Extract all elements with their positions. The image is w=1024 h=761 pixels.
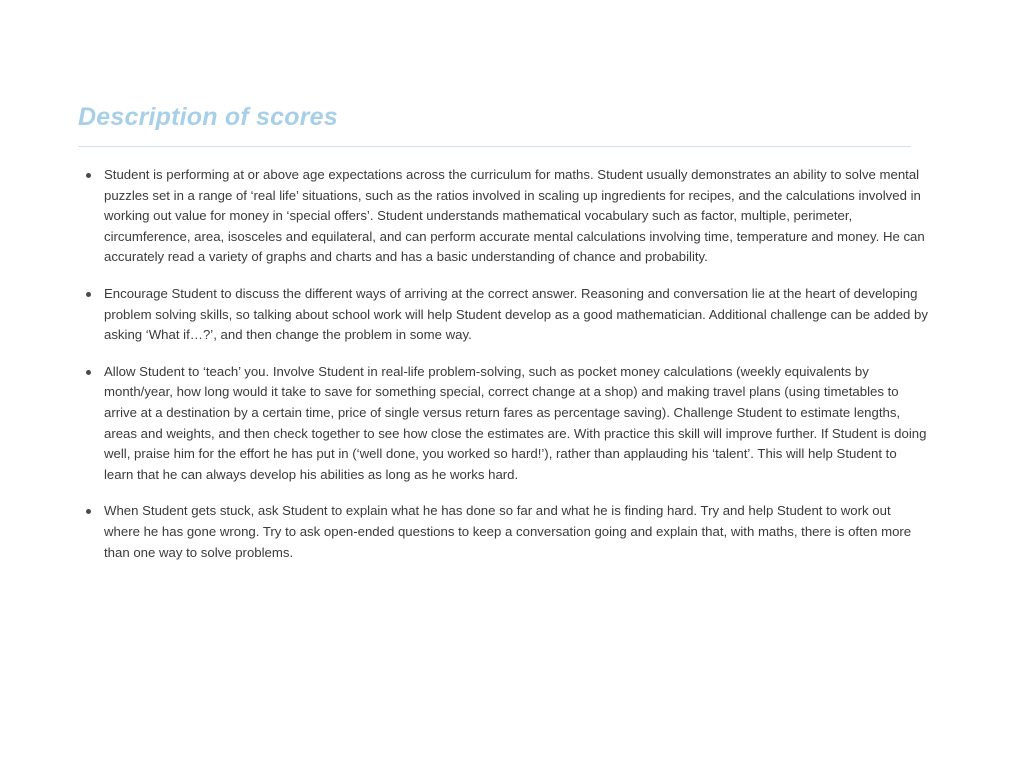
title-block <box>78 104 908 147</box>
list-item: Student is performing at or above age expectations across the curriculum for maths. Student usually demonstrates an ability to solve mental puzzles set in a range of ‘real life’ situations, such as the ratios involved in scaling up ingredients for recipes, and the calculations involved in working out value for money in ‘special offers’. Student understands mathematical vocabulary such as factor, multiple, perimeter, circumference, area, isosceles and equilateral, and can perform accurate mental calculations involving time, temperature and money. He can accurately read a variety of graphs and charts and has a basic understanding of chance and probability. <box>78 165 928 268</box>
bullet-list <box>78 165 928 563</box>
title-divider <box>78 146 911 147</box>
page-title: Description of scores <box>78 103 338 131</box>
list-item: Encourage Student to discuss the different ways of arriving at the correct answer. Reasoning and conversation lie at the heart of developing problem solving skills, so talking about school work will help Student develop as a good mathematician. Additional challenge can be added by asking ‘What if…?’, and then change the problem in some way. <box>78 284 928 346</box>
list-item: When Student gets stuck, ask Student to explain what he has done so far and what he is finding hard. Try and help Student to work out where he has gone wrong. Try to ask open-ended questions to keep a conversation going and explain that, with maths, there is often more than one way to solve problems. <box>78 501 928 563</box>
body-block <box>78 165 928 563</box>
list-item: Allow Student to ‘teach’ you. Involve Student in real-life problem-solving, such as pocket money calculations (weekly equivalents by month/year, how long would it take to save for something special, correct change at a shop) and making travel plans (using timetables to arrive at a destination by a certain time, price of single versus return fares as percentage saving). Challenge Student to estimate lengths, areas and weights, and then check together to see how close the estimates are. With practice this skill will improve further. If Student is doing well, praise him for the effort he has put in (‘well done, you worked so hard!’), rather than applauding his ‘talent’. This will help Student to learn that he can always develop his abilities as long as he works hard. <box>78 362 928 486</box>
